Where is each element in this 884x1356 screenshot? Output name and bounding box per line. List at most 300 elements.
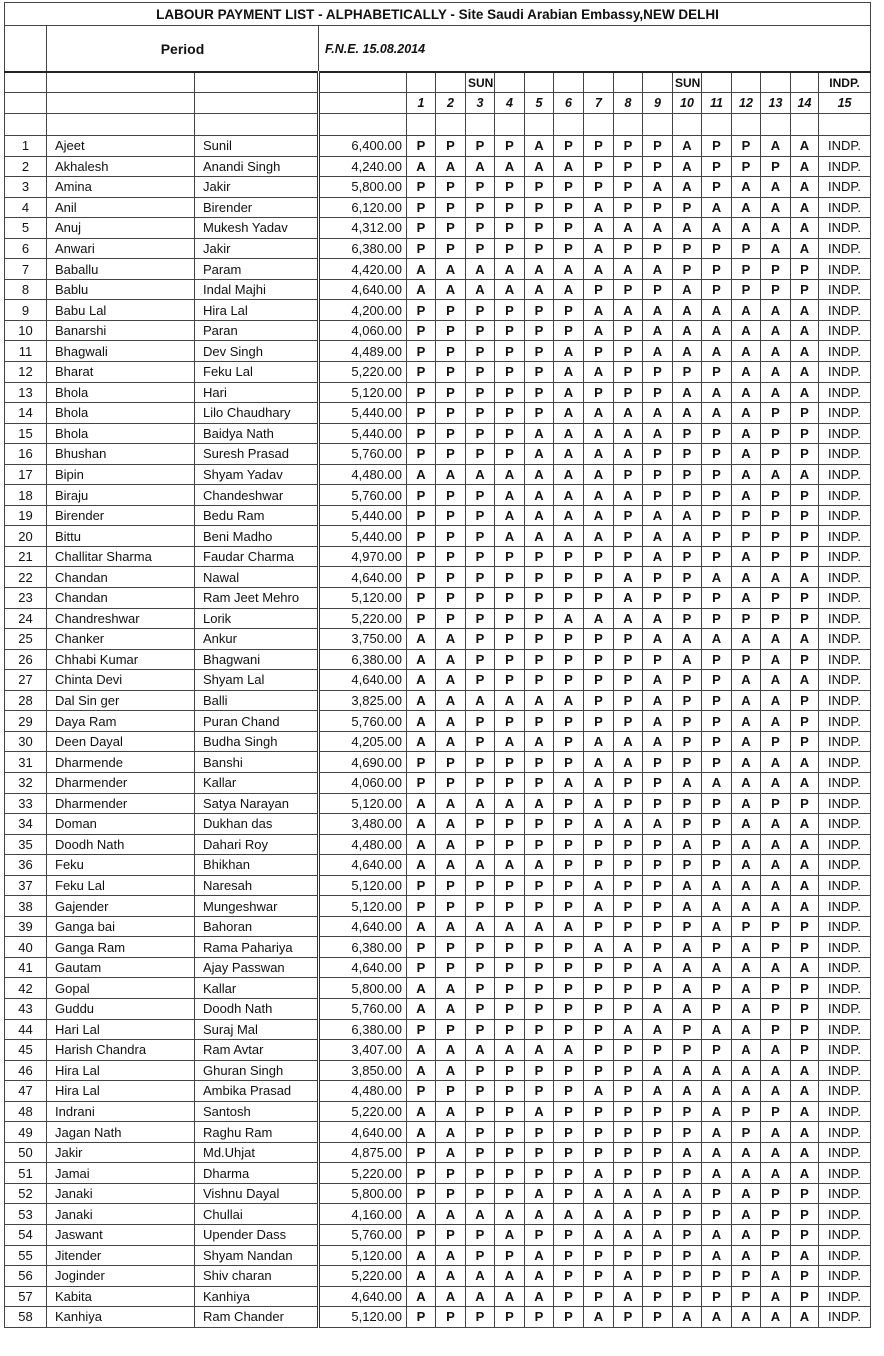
attendance-mark: P bbox=[732, 238, 761, 259]
header-day-number: 13 bbox=[761, 93, 791, 114]
attendance-mark: P bbox=[761, 485, 791, 506]
attendance-mark: P bbox=[643, 1163, 673, 1184]
header-sun-cell bbox=[525, 72, 554, 93]
attendance-mark: A bbox=[761, 300, 791, 321]
labour-name: Feku bbox=[47, 855, 195, 876]
serial-number: 32 bbox=[5, 772, 47, 793]
attendance-mark: A bbox=[761, 752, 791, 773]
attendance-mark: P bbox=[791, 588, 819, 609]
labour-name: Jamai bbox=[47, 1163, 195, 1184]
labour-name: Jaswant bbox=[47, 1224, 195, 1245]
attendance-mark: P bbox=[643, 649, 673, 670]
attendance-mark: A bbox=[407, 649, 436, 670]
father-name: Faudar Charma bbox=[195, 546, 319, 567]
attendance-mark: P bbox=[466, 731, 495, 752]
table-row bbox=[5, 1163, 871, 1184]
attendance-mark: P bbox=[436, 197, 466, 218]
attendance-mark: P bbox=[761, 444, 791, 465]
father-name: Balli bbox=[195, 690, 319, 711]
attendance-mark: P bbox=[791, 1224, 819, 1245]
attendance-mark: P bbox=[761, 526, 791, 547]
payment-amount: 6,380.00 bbox=[319, 937, 407, 958]
attendance-mark: A bbox=[407, 279, 436, 300]
attendance-mark: A bbox=[732, 1224, 761, 1245]
attendance-mark: A bbox=[643, 300, 673, 321]
attendance-mark: P bbox=[614, 464, 643, 485]
attendance-mark: P bbox=[702, 731, 732, 752]
attendance-mark: A bbox=[732, 834, 761, 855]
attendance-mark: P bbox=[466, 300, 495, 321]
attendance-mark: A bbox=[584, 793, 614, 814]
table-row bbox=[5, 608, 871, 629]
attendance-mark: P bbox=[436, 1019, 466, 1040]
attendance-mark: A bbox=[702, 957, 732, 978]
payment-amount: 4,640.00 bbox=[319, 567, 407, 588]
indp-cell: INDP. bbox=[819, 218, 871, 239]
attendance-mark: A bbox=[791, 1122, 819, 1143]
attendance-mark: P bbox=[554, 629, 584, 650]
attendance-mark: P bbox=[495, 1163, 525, 1184]
attendance-mark: P bbox=[614, 279, 643, 300]
attendance-mark: P bbox=[525, 834, 554, 855]
attendance-mark: A bbox=[791, 1101, 819, 1122]
father-name: Anandi Singh bbox=[195, 156, 319, 177]
serial-number: 25 bbox=[5, 629, 47, 650]
attendance-mark: A bbox=[407, 731, 436, 752]
attendance-mark: P bbox=[495, 1142, 525, 1163]
attendance-mark: A bbox=[495, 1040, 525, 1061]
attendance-mark: P bbox=[554, 670, 584, 691]
attendance-mark: A bbox=[495, 1286, 525, 1307]
table-row bbox=[5, 1183, 871, 1204]
table-row bbox=[5, 1204, 871, 1225]
attendance-mark: A bbox=[702, 341, 732, 362]
attendance-mark: A bbox=[791, 382, 819, 403]
header-row-days bbox=[5, 93, 871, 114]
attendance-mark: A bbox=[761, 1122, 791, 1143]
spacer-cell bbox=[584, 114, 614, 136]
attendance-mark: P bbox=[673, 1266, 702, 1287]
attendance-mark: P bbox=[643, 588, 673, 609]
attendance-mark: P bbox=[466, 608, 495, 629]
attendance-mark: A bbox=[466, 1040, 495, 1061]
labour-name: Chandan bbox=[47, 588, 195, 609]
serial-number: 16 bbox=[5, 444, 47, 465]
attendance-mark: A bbox=[791, 1060, 819, 1081]
attendance-mark: A bbox=[761, 690, 791, 711]
attendance-mark: P bbox=[466, 772, 495, 793]
spacer-cell bbox=[732, 114, 761, 136]
attendance-mark: P bbox=[495, 978, 525, 999]
attendance-mark: P bbox=[495, 588, 525, 609]
attendance-mark: P bbox=[791, 1183, 819, 1204]
attendance-mark: P bbox=[614, 1245, 643, 1266]
attendance-mark: P bbox=[525, 1307, 554, 1328]
attendance-mark: P bbox=[643, 752, 673, 773]
attendance-mark: A bbox=[525, 1245, 554, 1266]
attendance-mark: P bbox=[407, 362, 436, 383]
attendance-mark: A bbox=[436, 629, 466, 650]
attendance-mark: A bbox=[791, 814, 819, 835]
attendance-mark: P bbox=[584, 957, 614, 978]
attendance-mark: A bbox=[436, 711, 466, 732]
serial-number: 58 bbox=[5, 1307, 47, 1328]
attendance-mark: P bbox=[584, 1101, 614, 1122]
attendance-mark: A bbox=[525, 156, 554, 177]
serial-number: 18 bbox=[5, 485, 47, 506]
attendance-mark: P bbox=[702, 855, 732, 876]
attendance-mark: P bbox=[702, 485, 732, 506]
attendance-mark: P bbox=[643, 793, 673, 814]
attendance-mark: A bbox=[732, 670, 761, 691]
header-day-number: 9 bbox=[643, 93, 673, 114]
table-row bbox=[5, 752, 871, 773]
attendance-mark: A bbox=[673, 320, 702, 341]
attendance-mark: A bbox=[791, 875, 819, 896]
attendance-mark: P bbox=[436, 1163, 466, 1184]
header-last-col: 15 bbox=[819, 93, 871, 114]
attendance-mark: P bbox=[525, 1163, 554, 1184]
attendance-mark: A bbox=[407, 1101, 436, 1122]
attendance-mark: P bbox=[554, 588, 584, 609]
attendance-mark: P bbox=[436, 136, 466, 157]
attendance-mark: P bbox=[702, 793, 732, 814]
attendance-mark: P bbox=[554, 320, 584, 341]
table-row bbox=[5, 362, 871, 383]
attendance-mark: P bbox=[584, 1019, 614, 1040]
attendance-mark: A bbox=[702, 1019, 732, 1040]
attendance-mark: A bbox=[554, 156, 584, 177]
attendance-mark: A bbox=[584, 444, 614, 465]
attendance-mark: P bbox=[732, 608, 761, 629]
attendance-mark: A bbox=[584, 1163, 614, 1184]
table-row bbox=[5, 1101, 871, 1122]
attendance-mark: A bbox=[702, 567, 732, 588]
attendance-mark: P bbox=[673, 423, 702, 444]
header-blank bbox=[5, 72, 47, 93]
attendance-mark: P bbox=[407, 1142, 436, 1163]
attendance-mark: P bbox=[436, 423, 466, 444]
labour-name: Doodh Nath bbox=[47, 834, 195, 855]
father-name: Sunil bbox=[195, 136, 319, 157]
attendance-mark: P bbox=[643, 238, 673, 259]
attendance-mark: A bbox=[584, 772, 614, 793]
header-day-number: 3 bbox=[466, 93, 495, 114]
attendance-mark: P bbox=[495, 814, 525, 835]
indp-cell: INDP. bbox=[819, 197, 871, 218]
attendance-mark: P bbox=[436, 1081, 466, 1102]
attendance-mark: P bbox=[584, 567, 614, 588]
attendance-mark: A bbox=[643, 546, 673, 567]
attendance-mark: A bbox=[761, 855, 791, 876]
attendance-mark: A bbox=[732, 588, 761, 609]
attendance-mark: A bbox=[614, 937, 643, 958]
attendance-mark: A bbox=[732, 957, 761, 978]
attendance-mark: A bbox=[643, 1224, 673, 1245]
labour-name: Jakir bbox=[47, 1142, 195, 1163]
attendance-mark: P bbox=[525, 998, 554, 1019]
attendance-mark: P bbox=[407, 896, 436, 917]
payment-amount: 5,440.00 bbox=[319, 505, 407, 526]
attendance-mark: P bbox=[643, 937, 673, 958]
labour-name: Doman bbox=[47, 814, 195, 835]
serial-number: 5 bbox=[5, 218, 47, 239]
attendance-mark: P bbox=[643, 567, 673, 588]
labour-name: Hira Lal bbox=[47, 1081, 195, 1102]
attendance-mark: P bbox=[407, 1307, 436, 1328]
attendance-mark: A bbox=[702, 320, 732, 341]
attendance-mark: A bbox=[643, 423, 673, 444]
header-indp: INDP. bbox=[819, 72, 871, 93]
payment-amount: 3,480.00 bbox=[319, 814, 407, 835]
serial-number: 11 bbox=[5, 341, 47, 362]
father-name: Ankur bbox=[195, 629, 319, 650]
attendance-mark: A bbox=[407, 814, 436, 835]
attendance-mark: A bbox=[643, 403, 673, 424]
attendance-mark: P bbox=[495, 1060, 525, 1081]
header-day-number: 10 bbox=[673, 93, 702, 114]
attendance-mark: P bbox=[732, 1122, 761, 1143]
attendance-mark: P bbox=[791, 1266, 819, 1287]
attendance-mark: A bbox=[525, 855, 554, 876]
attendance-mark: A bbox=[436, 834, 466, 855]
attendance-mark: A bbox=[525, 505, 554, 526]
attendance-mark: A bbox=[761, 670, 791, 691]
father-name: Shyam Lal bbox=[195, 670, 319, 691]
labour-name: Birender bbox=[47, 505, 195, 526]
table-row bbox=[5, 1307, 871, 1328]
attendance-mark: P bbox=[702, 423, 732, 444]
attendance-mark: P bbox=[761, 403, 791, 424]
payment-amount: 5,760.00 bbox=[319, 998, 407, 1019]
attendance-mark: P bbox=[643, 382, 673, 403]
father-name: Jakir bbox=[195, 238, 319, 259]
attendance-mark: P bbox=[407, 567, 436, 588]
attendance-mark: P bbox=[525, 1060, 554, 1081]
payment-amount: 5,440.00 bbox=[319, 423, 407, 444]
attendance-mark: P bbox=[436, 218, 466, 239]
attendance-mark: A bbox=[702, 300, 732, 321]
serial-number: 37 bbox=[5, 875, 47, 896]
labour-name: Gopal bbox=[47, 978, 195, 999]
attendance-mark: P bbox=[495, 423, 525, 444]
attendance-mark: P bbox=[436, 608, 466, 629]
attendance-mark: A bbox=[673, 341, 702, 362]
attendance-mark: P bbox=[584, 1142, 614, 1163]
header-sun-cell bbox=[643, 72, 673, 93]
payment-amount: 5,220.00 bbox=[319, 608, 407, 629]
attendance-mark: P bbox=[436, 238, 466, 259]
attendance-mark: P bbox=[643, 978, 673, 999]
attendance-mark: P bbox=[554, 1060, 584, 1081]
attendance-mark: P bbox=[673, 444, 702, 465]
attendance-mark: A bbox=[791, 1163, 819, 1184]
spacer-cell bbox=[554, 114, 584, 136]
attendance-mark: A bbox=[702, 1307, 732, 1328]
attendance-mark: A bbox=[407, 1122, 436, 1143]
attendance-mark: P bbox=[702, 1183, 732, 1204]
indp-cell: INDP. bbox=[819, 649, 871, 670]
attendance-mark: A bbox=[761, 567, 791, 588]
attendance-mark: P bbox=[673, 752, 702, 773]
attendance-mark: A bbox=[466, 793, 495, 814]
attendance-mark: A bbox=[436, 1040, 466, 1061]
labour-name: Banarshi bbox=[47, 320, 195, 341]
attendance-mark: P bbox=[614, 1142, 643, 1163]
attendance-mark: P bbox=[791, 423, 819, 444]
attendance-mark: P bbox=[495, 772, 525, 793]
attendance-mark: P bbox=[495, 1183, 525, 1204]
header-row-sun bbox=[5, 72, 871, 93]
attendance-mark: A bbox=[643, 526, 673, 547]
father-name: Puran Chand bbox=[195, 711, 319, 732]
attendance-mark: P bbox=[554, 300, 584, 321]
attendance-mark: P bbox=[791, 444, 819, 465]
attendance-mark: A bbox=[791, 834, 819, 855]
attendance-mark: P bbox=[466, 1245, 495, 1266]
attendance-mark: P bbox=[554, 1081, 584, 1102]
payment-amount: 4,640.00 bbox=[319, 855, 407, 876]
attendance-mark: A bbox=[761, 1142, 791, 1163]
attendance-mark: P bbox=[466, 978, 495, 999]
payment-table bbox=[4, 2, 871, 1328]
attendance-mark: A bbox=[791, 670, 819, 691]
header-day-number: 7 bbox=[584, 93, 614, 114]
attendance-mark: A bbox=[732, 855, 761, 876]
attendance-mark: A bbox=[525, 793, 554, 814]
table-row bbox=[5, 136, 871, 157]
indp-cell: INDP. bbox=[819, 177, 871, 198]
payment-amount: 5,440.00 bbox=[319, 403, 407, 424]
attendance-mark: A bbox=[436, 670, 466, 691]
attendance-mark: P bbox=[554, 1286, 584, 1307]
attendance-mark: P bbox=[466, 1224, 495, 1245]
attendance-mark: P bbox=[702, 136, 732, 157]
attendance-mark: P bbox=[554, 875, 584, 896]
attendance-mark: A bbox=[436, 649, 466, 670]
father-name: Ajay Passwan bbox=[195, 957, 319, 978]
attendance-mark: P bbox=[614, 834, 643, 855]
payment-amount: 4,640.00 bbox=[319, 916, 407, 937]
attendance-mark: P bbox=[584, 629, 614, 650]
attendance-mark: P bbox=[554, 752, 584, 773]
payment-amount: 3,750.00 bbox=[319, 629, 407, 650]
father-name: Indal Majhi bbox=[195, 279, 319, 300]
attendance-mark: P bbox=[466, 341, 495, 362]
attendance-mark: P bbox=[525, 649, 554, 670]
attendance-mark: A bbox=[554, 403, 584, 424]
attendance-mark: A bbox=[584, 362, 614, 383]
indp-cell: INDP. bbox=[819, 238, 871, 259]
attendance-mark: A bbox=[673, 998, 702, 1019]
attendance-mark: P bbox=[584, 588, 614, 609]
attendance-mark: P bbox=[673, 793, 702, 814]
attendance-mark: A bbox=[407, 1040, 436, 1061]
attendance-mark: A bbox=[732, 362, 761, 383]
attendance-mark: A bbox=[732, 423, 761, 444]
header-sun-cell bbox=[407, 72, 436, 93]
table-row bbox=[5, 834, 871, 855]
attendance-mark: A bbox=[614, 1266, 643, 1287]
attendance-mark: A bbox=[732, 218, 761, 239]
labour-name: Baballu bbox=[47, 259, 195, 280]
attendance-mark: P bbox=[436, 362, 466, 383]
father-name: Chullai bbox=[195, 1204, 319, 1225]
attendance-mark: P bbox=[643, 1286, 673, 1307]
attendance-mark: A bbox=[495, 731, 525, 752]
attendance-mark: P bbox=[407, 300, 436, 321]
spacer-cell bbox=[47, 114, 195, 136]
attendance-mark: P bbox=[732, 1101, 761, 1122]
spacer-cell bbox=[791, 114, 819, 136]
attendance-mark: P bbox=[525, 1142, 554, 1163]
serial-number: 10 bbox=[5, 320, 47, 341]
attendance-mark: A bbox=[466, 1204, 495, 1225]
attendance-mark: A bbox=[761, 711, 791, 732]
attendance-mark: P bbox=[525, 197, 554, 218]
attendance-mark: A bbox=[673, 1142, 702, 1163]
attendance-mark: A bbox=[673, 772, 702, 793]
father-name: Upender Dass bbox=[195, 1224, 319, 1245]
indp-cell: INDP. bbox=[819, 916, 871, 937]
header-day-number: 2 bbox=[436, 93, 466, 114]
spacer-cell bbox=[614, 114, 643, 136]
attendance-mark: A bbox=[614, 218, 643, 239]
serial-number: 30 bbox=[5, 731, 47, 752]
attendance-mark: A bbox=[791, 1081, 819, 1102]
attendance-mark: P bbox=[584, 1040, 614, 1061]
attendance-mark: P bbox=[525, 957, 554, 978]
attendance-mark: P bbox=[436, 896, 466, 917]
table-row bbox=[5, 259, 871, 280]
attendance-mark: P bbox=[495, 937, 525, 958]
attendance-mark: P bbox=[554, 1019, 584, 1040]
payment-amount: 5,760.00 bbox=[319, 1224, 407, 1245]
serial-number: 8 bbox=[5, 279, 47, 300]
attendance-mark: A bbox=[673, 382, 702, 403]
attendance-mark: A bbox=[732, 1081, 761, 1102]
table-row bbox=[5, 814, 871, 835]
header-day-number: 12 bbox=[732, 93, 761, 114]
indp-cell: INDP. bbox=[819, 1163, 871, 1184]
attendance-mark: A bbox=[673, 300, 702, 321]
attendance-mark: A bbox=[732, 998, 761, 1019]
attendance-mark: P bbox=[584, 1060, 614, 1081]
indp-cell: INDP. bbox=[819, 1040, 871, 1061]
table-row bbox=[5, 300, 871, 321]
attendance-mark: P bbox=[466, 403, 495, 424]
attendance-mark: A bbox=[495, 855, 525, 876]
father-name: Suresh Prasad bbox=[195, 444, 319, 465]
attendance-mark: A bbox=[554, 279, 584, 300]
labour-name: Feku Lal bbox=[47, 875, 195, 896]
attendance-mark: P bbox=[584, 649, 614, 670]
attendance-mark: A bbox=[554, 382, 584, 403]
attendance-mark: A bbox=[791, 464, 819, 485]
serial-number: 21 bbox=[5, 546, 47, 567]
attendance-mark: P bbox=[673, 1163, 702, 1184]
serial-number: 4 bbox=[5, 197, 47, 218]
attendance-mark: A bbox=[791, 362, 819, 383]
attendance-mark: A bbox=[584, 300, 614, 321]
attendance-mark: A bbox=[436, 690, 466, 711]
spacer-cell bbox=[819, 114, 871, 136]
payment-amount: 4,312.00 bbox=[319, 218, 407, 239]
header-day-number: 5 bbox=[525, 93, 554, 114]
labour-name: Ganga Ram bbox=[47, 937, 195, 958]
attendance-mark: P bbox=[732, 1266, 761, 1287]
attendance-mark: A bbox=[673, 526, 702, 547]
